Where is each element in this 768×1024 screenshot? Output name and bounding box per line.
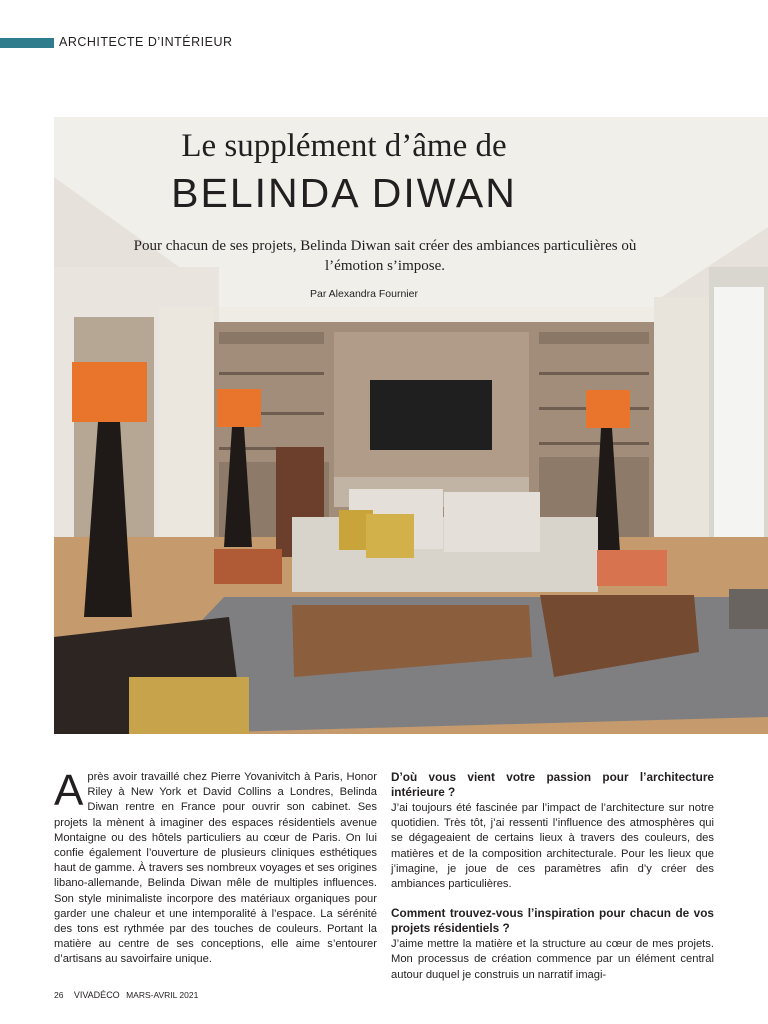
answer-2: J’aime mettre la matière et la structure au cœur de mes projets. Mon processus de création commence par un élément central autour duquel je construis un narratif imagi-	[391, 938, 714, 981]
page-number: 26	[54, 990, 64, 1000]
magazine-name: VIVADÉCO	[73, 990, 120, 1000]
section-accent-bar	[0, 38, 54, 48]
body-column-left	[54, 766, 377, 968]
body-column-right	[391, 770, 714, 997]
section-label: ARCHITECTE D’INTÉRIEUR	[59, 35, 233, 49]
drop-cap: A	[54, 766, 84, 815]
question-2: Comment trouvez-vous l’inspiration pour chacun de vos projets résidentiels ?	[391, 906, 714, 936]
article-byline: Par Alexandra Fournier	[310, 288, 418, 300]
issue-date: MARS-AVRIL 2021	[126, 990, 199, 1000]
answer-1: J’ai toujours été fascinée par l’impact de l’architecture sur notre quotidien. Très tôt, j’ai ressenti l’influence des atmosphères qui se dégageaient de certains lieux à travers des couleurs, des matières et de la composition architecturale. Pour les lieux que j’imagine, je joue de ces paramètres afin d’y créer des ambiances particulières.	[391, 802, 714, 891]
question-1: D’où vous vient votre passion pour l’architecture intérieure ?	[391, 770, 714, 799]
article-title-line2: BELINDA DIWAN	[171, 170, 517, 216]
article-lead: Pour chacun de ses projets, Belinda Diwan sait créer des ambiances particulières où l’émotion s’impose.	[133, 238, 637, 274]
intro-paragraph: près avoir travaillé chez Pierre Yovanivitch à Paris, Honor Riley à New York et David Collins a Londres, Belinda Diwan rentre en France pour ouvrir son cabinet. Ses projets la mènent à imaginer des espaces résidentiels avenue Montaigne ou des hôtels particuliers au cœur de Paris. On lui confie également l’ouverture de plusieurs cliniques esthétiques haut de gamme. À travers ses nombreux voyages et ses origines libano-allemande, Belinda Diwan mêle de multiples influences. Son style minimaliste incorpore des matériaux organiques pour garder une chaleur et une intemporalité à l’espace. La sérénité des tons est rythmée par des touches de couleurs. Portant la matière au centre de ses conceptions, elle aime s’entourer d’artisans au savoirfaire unique.	[54, 771, 377, 966]
page-footer	[54, 990, 198, 1000]
article-title-line1: Le supplément d’âme de	[181, 128, 507, 164]
